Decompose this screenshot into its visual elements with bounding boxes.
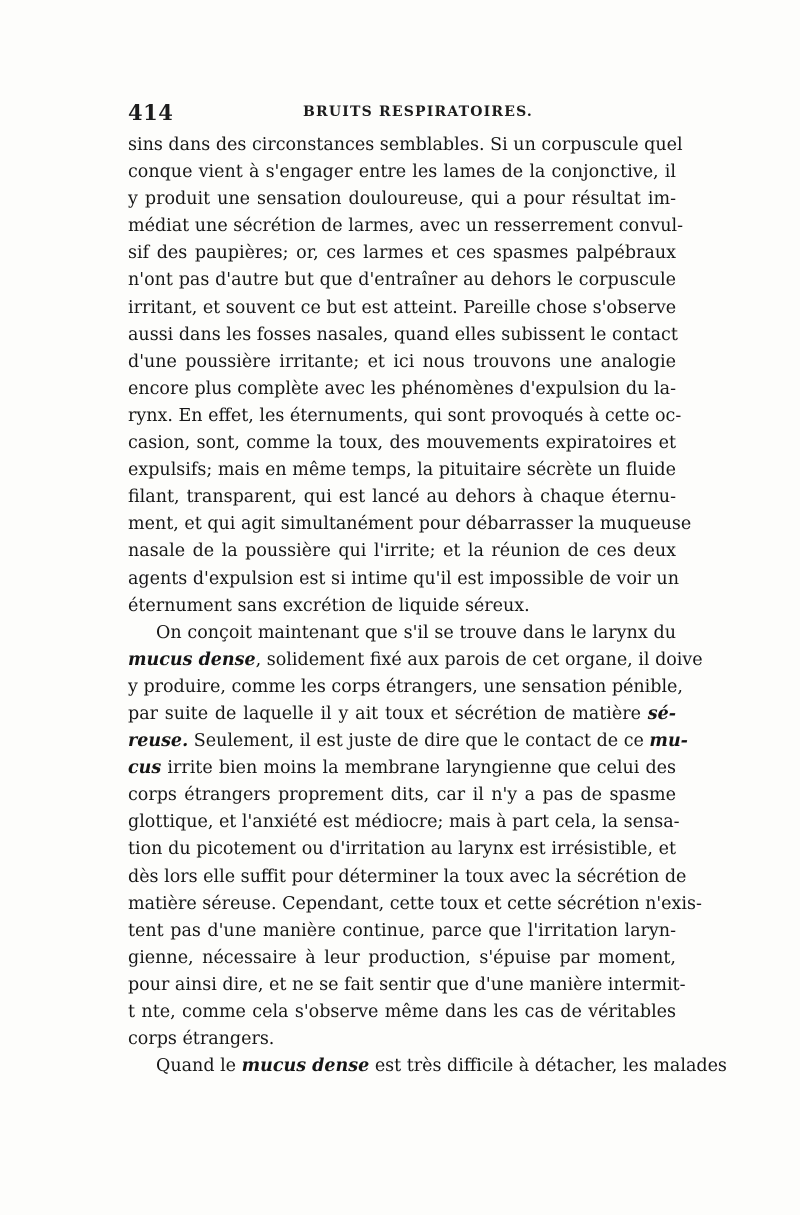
text-run: aussi dans les fosses nasales, quand elles subissent le contact [128, 324, 678, 345]
text-run: d'une poussière irritante; et ici nous trouvons une analogie [128, 351, 676, 372]
text-run: est très difficile à détacher, les malades [369, 1056, 727, 1077]
body-text [128, 132, 727, 1080]
text-line [128, 999, 676, 1026]
text-run: matière séreuse. Cependant, cette toux et cette sécrétion n'exis- [128, 893, 702, 914]
text-run: corps étrangers. [128, 1029, 275, 1050]
text-run: éternument sans excrétion de liquide séreux. [128, 595, 530, 616]
text-run: rynx. En effet, les éternuments, qui sont provoqués à cette oc- [128, 405, 682, 426]
text-line [128, 240, 676, 267]
text-line [128, 349, 676, 376]
text-run: filant, transparent, qui est lancé au dehors à chaque éternu- [128, 487, 676, 508]
text-line [128, 918, 676, 945]
italic-term: sé- [647, 703, 676, 724]
text-run: gienne, nécessaire à leur production, s'épuise par moment, [128, 947, 676, 968]
text-line [128, 674, 683, 701]
text-line [128, 945, 676, 972]
text-line [128, 132, 683, 159]
text-run: t nte, comme cela s'observe même dans les cas de véritables [128, 1002, 676, 1022]
text-run: tent pas d'une manière continue, parce que l'irritation laryn- [128, 920, 676, 941]
text-line [128, 457, 676, 484]
text-line [128, 267, 676, 294]
text-line [128, 159, 676, 186]
text-run: encore plus complète avec les phénomènes d'expulsion du la- [128, 378, 676, 399]
text-line [128, 322, 676, 349]
text-run: n'ont pas d'autre but que d'entraîner au dehors le corpuscule [128, 270, 676, 291]
text-run: nasale de la poussière qui l'irrite; et la réunion de ces deux [128, 541, 676, 562]
text-line [128, 701, 676, 728]
text-run: y produit une sensation douloureuse, qui a pour résultat im- [128, 189, 676, 210]
text-run: médiat une sécrétion de larmes, avec un resserrement convul- [128, 216, 684, 237]
text-run: tion du picotement ou d'irritation au larynx est irrésistible, et [128, 839, 676, 860]
text-run: y produire, comme les corps étrangers, une sensation pénible, [128, 676, 683, 697]
italic-term: cus [128, 758, 162, 779]
text-line [128, 755, 676, 782]
text-line [128, 538, 676, 565]
text-run: par suite de laquelle il y ait toux et sécrétion de matière [128, 703, 648, 724]
text-run: ment, et qui agit simultanément pour débarrasser la muqueuse [128, 514, 692, 535]
text-run: irrite bien moins la membrane laryngienne que celui des [161, 758, 676, 779]
text-line [128, 295, 676, 322]
text-line [128, 1053, 727, 1080]
text-run: glottique, et l'anxiété est médiocre; mais à part cela, la sensa- [128, 812, 680, 833]
text-run: casion, sont, comme la toux, des mouvements expiratoires et [128, 433, 676, 454]
text-line [128, 593, 676, 620]
italic-term: mu- [649, 731, 688, 752]
text-line [128, 403, 682, 430]
text-line [128, 891, 702, 918]
text-line [128, 566, 679, 593]
text-run: Seulement, il est juste de dire que le contact de ce [188, 731, 650, 752]
text-run: expulsifs; mais en même temps, la pituitaire sécrète un fluide [128, 460, 676, 481]
text-run: Quand le [156, 1056, 242, 1077]
page-number: 414 [128, 100, 174, 125]
text-line [128, 1026, 676, 1053]
text-line [128, 864, 687, 891]
text-run: sif des paupières; or, ces larmes et ces spasmes palpébraux [128, 243, 676, 264]
text-line [128, 972, 686, 999]
text-line [128, 809, 680, 836]
text-run: On conçoit maintenant que s'il se trouve dans le larynx du [156, 622, 676, 643]
text-line [128, 186, 676, 213]
text-line [128, 728, 688, 755]
text-line [128, 376, 676, 403]
text-line [128, 484, 676, 511]
text-run: , solidement fixé aux parois de cet organe, il doive [255, 649, 703, 670]
text-run: pour ainsi dire, et ne se fait sentir que d'une manière intermit- [128, 974, 686, 995]
text-line [128, 647, 703, 674]
text-run: sins dans des circonstances semblables. Si un corpuscule quel [128, 135, 683, 155]
page-header [128, 100, 676, 126]
text-line [128, 836, 676, 863]
text-run: corps étrangers proprement dits, car il n'y a pas de spasme [128, 785, 676, 806]
text-line [128, 511, 692, 538]
text-run: agents d'expulsion est si intime qu'il est impossible de voir un [128, 568, 679, 589]
text-run: conque vient à s'engager entre les lames de la conjonctive, il [128, 162, 676, 183]
text-line [128, 782, 676, 809]
text-line [128, 213, 684, 240]
italic-term: mucus dense [128, 649, 256, 670]
italic-term: reuse. [128, 731, 189, 752]
running-title: BRUITS RESPIRATOIRES. [303, 104, 534, 120]
text-run: irritant, et souvent ce but est atteint. Pareille chose s'observe [128, 297, 677, 318]
text-line [128, 430, 676, 457]
text-line [128, 620, 676, 647]
text-run: dès lors elle suffit pour déterminer la toux avec la sécrétion de [128, 866, 687, 887]
italic-term: mucus dense [241, 1056, 370, 1077]
